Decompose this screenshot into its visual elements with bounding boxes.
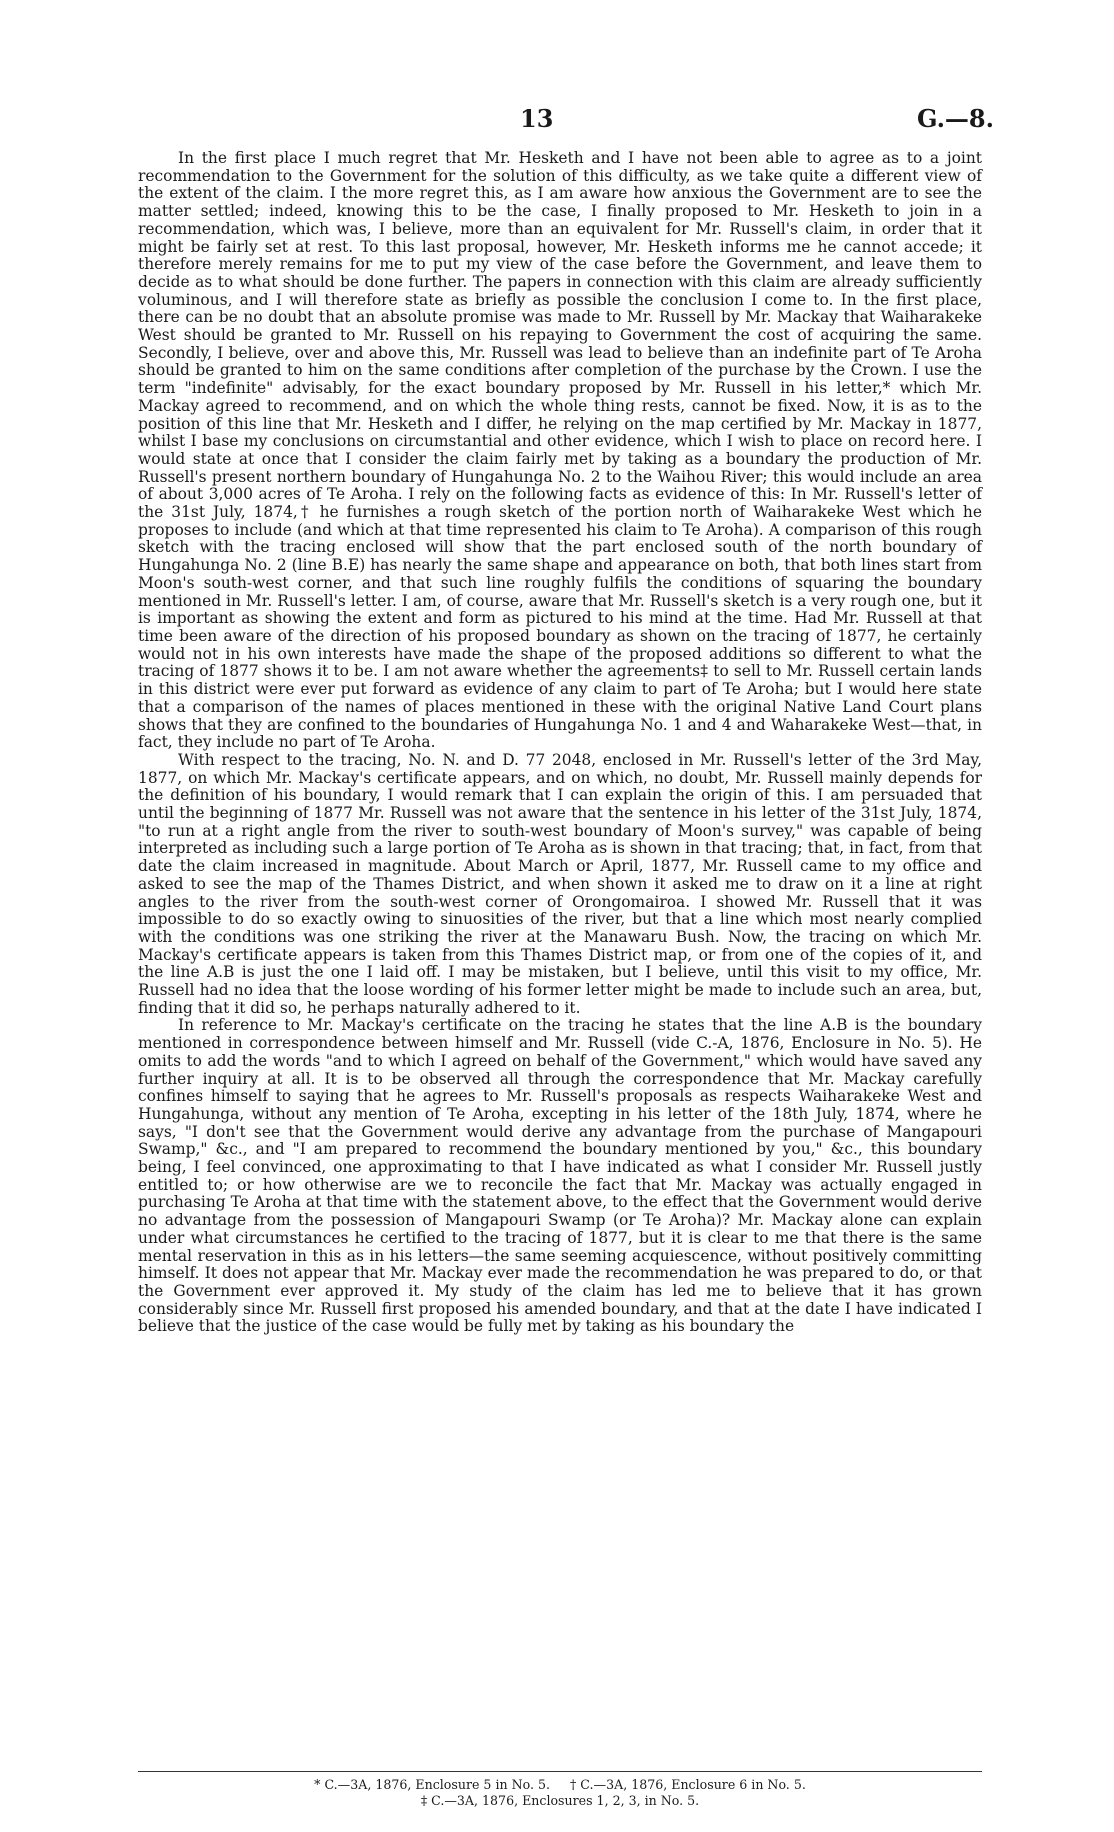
body-text xyxy=(138,150,982,1336)
paragraph-1: In the first place I much regret that Mr. Hesketh and I have not been able to agree as to a joint recommendation to the Government for the solution of this difficulty, as we take quite a different view of the extent of the claim. I the more regret this, as I am aware how anxious the Government are to see the matter settled; indeed, knowing this to be the case, I finally proposed to Mr. Hesketh to join in a recommendation, which was, I believe, more than an equivalent for Mr. Russell's claim, in order that it might be fairly set at rest. To this last proposal, however, Mr. Hesketh informs me he cannot accede; it therefore merely remains for me to put my view of the case before the Government, and leave them to decide as to what should be done further. The papers in connection with this claim are already sufficiently voluminous, and I will therefore state as briefly as possible the conclusion I come to. In the first place, there can be no doubt that an absolute promise was made to Mr. Russell by Mr. Mackay that Waiharakeke West should be granted to Mr. Russell on his repaying to Government the cost of acquiring the same. Secondly, I believe, over and above this, Mr. Russell was lead to believe than an indefinite part of Te Aroha should be granted to him on the same conditions after completion of the purchase by the Crown. I use the term "indefinite" advisably, for the exact boundary proposed by Mr. Russell in his letter,* which Mr. Mackay agreed to recommend, and on which the whole thing rests, cannot be fixed. Now, it is as to the position of this line that Mr. Hesketh and I differ, he relying on the map certified by Mr. Mackay in 1877, whilst I base my conclusions on circumstantial and other evidence, which I wish to place on record here. I would state at once that I consider the claim fairly met by taking as a boundary the production of Mr. Russell's present northern boundary of Hungahunga No. 2 to the Waihou River; this would include an area of about 3,000 acres of Te Aroha. I rely on the following facts as evidence of this: In Mr. Russell's letter of the 31st July, 1874,† he furnishes a rough sketch of the portion north of Waiharakeke West which he proposes to include (and which at that time represented his claim to Te Aroha). A comparison of this rough sketch with the tracing enclosed will show that the part enclosed south of the north boundary of Hungahunga No. 2 (line B.E) has nearly the same shape and appearance on both, that both lines start from Moon's south-west corner, and that such line roughly fulfils the conditions of squaring the boundary mentioned in Mr. Russell's letter. I am, of course, aware that Mr. Russell's sketch is a very rough one, but it is important as showing the extent and form as pictured to his mind at the time. Had Mr. Russell at that time been aware of the direction of his proposed boundary as shown on the tracing of 1877, he certainly would not in his own interests have made the shape of the proposed additions so different to what the tracing of 1877 shows it to be. I am not aware whether the agreements‡ to sell to Mr. Russell certain lands in this district were ever put forward as evidence of any claim to part of Te Aroha; but I would here state that a comparison of the names of places mentioned in these with the original Native Land Court plans shows that they are confined to the boundaries of Hungahunga No. 1 and 4 and Waharakeke West—that, in fact, they include no part of Te Aroha. xyxy=(138,149,982,752)
footnote-line-2: ‡ C.—3A, 1876, Enclosures 1, 2, 3, in No. 5. xyxy=(420,1793,700,1808)
paragraph-2: With respect to the tracing, No. N. and D. 77 2048, enclosed in Mr. Russell's letter of the 3rd May, 1877, on which Mr. Mackay's certificate appears, and on which, no doubt, Mr. Russell mainly depends for the definition of his boundary, I would remark that I can explain the origin of this. I am persuaded that until the beginning of 1877 Mr. Russell was not aware that the sentence in his letter of the 31st July, 1874, "to run at a right angle from the river to south-west boundary of Moon's survey," was capable of being interpreted as including such a large portion of Te Aroha as is shown in that tracing; that, in fact, from that date the claim increased in magnitude. About March or April, 1877, Mr. Russell came to my office and asked to see the map of the Thames District, and when shown it asked me to draw on it a line at right angles to the river from the south-west corner of Orongomairoa. I showed Mr. Russell that it was impossible to do so exactly owing to sinuosities of the river, but that a line which most nearly complied with the conditions was one striking the river at the Manawaru Bush. Now, the tracing on which Mr. Mackay's certificate appears is taken from this Thames District map, or from one of the copies of it, and the line A.B is just the one I laid off. I may be mistaken, but I believe, until this visit to my office, Mr. Russell had no idea that the loose wording of his former letter might be made to include such an area, but, finding that it did so, he perhaps naturally adhered to it. xyxy=(138,750,982,1017)
series-code: G.—8. xyxy=(916,104,994,133)
footnote-rule xyxy=(138,1771,982,1772)
footnote-line-1: * C.—3A, 1876, Enclosure 5 in No. 5. † C.—3A, 1876, Enclosure 6 in No. 5. xyxy=(314,1777,806,1792)
paragraph-3: In reference to Mr. Mackay's certificate on the tracing he states that the line A.B is the boundary mentioned in correspondence between himself and Mr. Russell (vide C.-A, 1876, Enclosure in No. 5). He omits to add the words "and to which I agreed on behalf of the Government," which would have saved any further inquiry at all. It is to be observed all through the correspondence that Mr. Mackay carefully confines himself to saying that he agrees to Mr. Russell's proposals as respects Waiharakeke West and Hungahunga, without any mention of Te Aroha, excepting in his letter of the 18th July, 1874, where he says, "I don't see that the Government would derive any advantage from the purchase of Mangapouri Swamp," &c., and "I am prepared to recommend the boundary mentioned by you," &c., this boundary being, I feel convinced, one approximating to that I have indicated as what I consider Mr. Russell justly entitled to; or how otherwise are we to reconcile the fact that Mr. Mackay was actually engaged in purchasing Te Aroha at that time with the statement above, to the effect that the Government would derive no advantage from the possession of Mangapouri Swamp (or Te Aroha)? Mr. Mackay alone can explain under what circumstances he certified to the tracing of 1877, but it is clear to me that there is the same mental reservation in this as in his letters—the same seeming acquiescence, without positively committing himself. It does not appear that Mr. Mackay ever made the recommendation he was prepared to do, or that the Government ever approved it. My study of the claim has led me to believe that it has grown considerably since Mr. Russell first proposed his amended boundary, and that at the date I have indicated I believe that the justice of the case would be fully met by taking as his boundary the xyxy=(138,1016,982,1336)
footnotes xyxy=(138,1777,982,1809)
page-number: 13 xyxy=(520,104,554,133)
